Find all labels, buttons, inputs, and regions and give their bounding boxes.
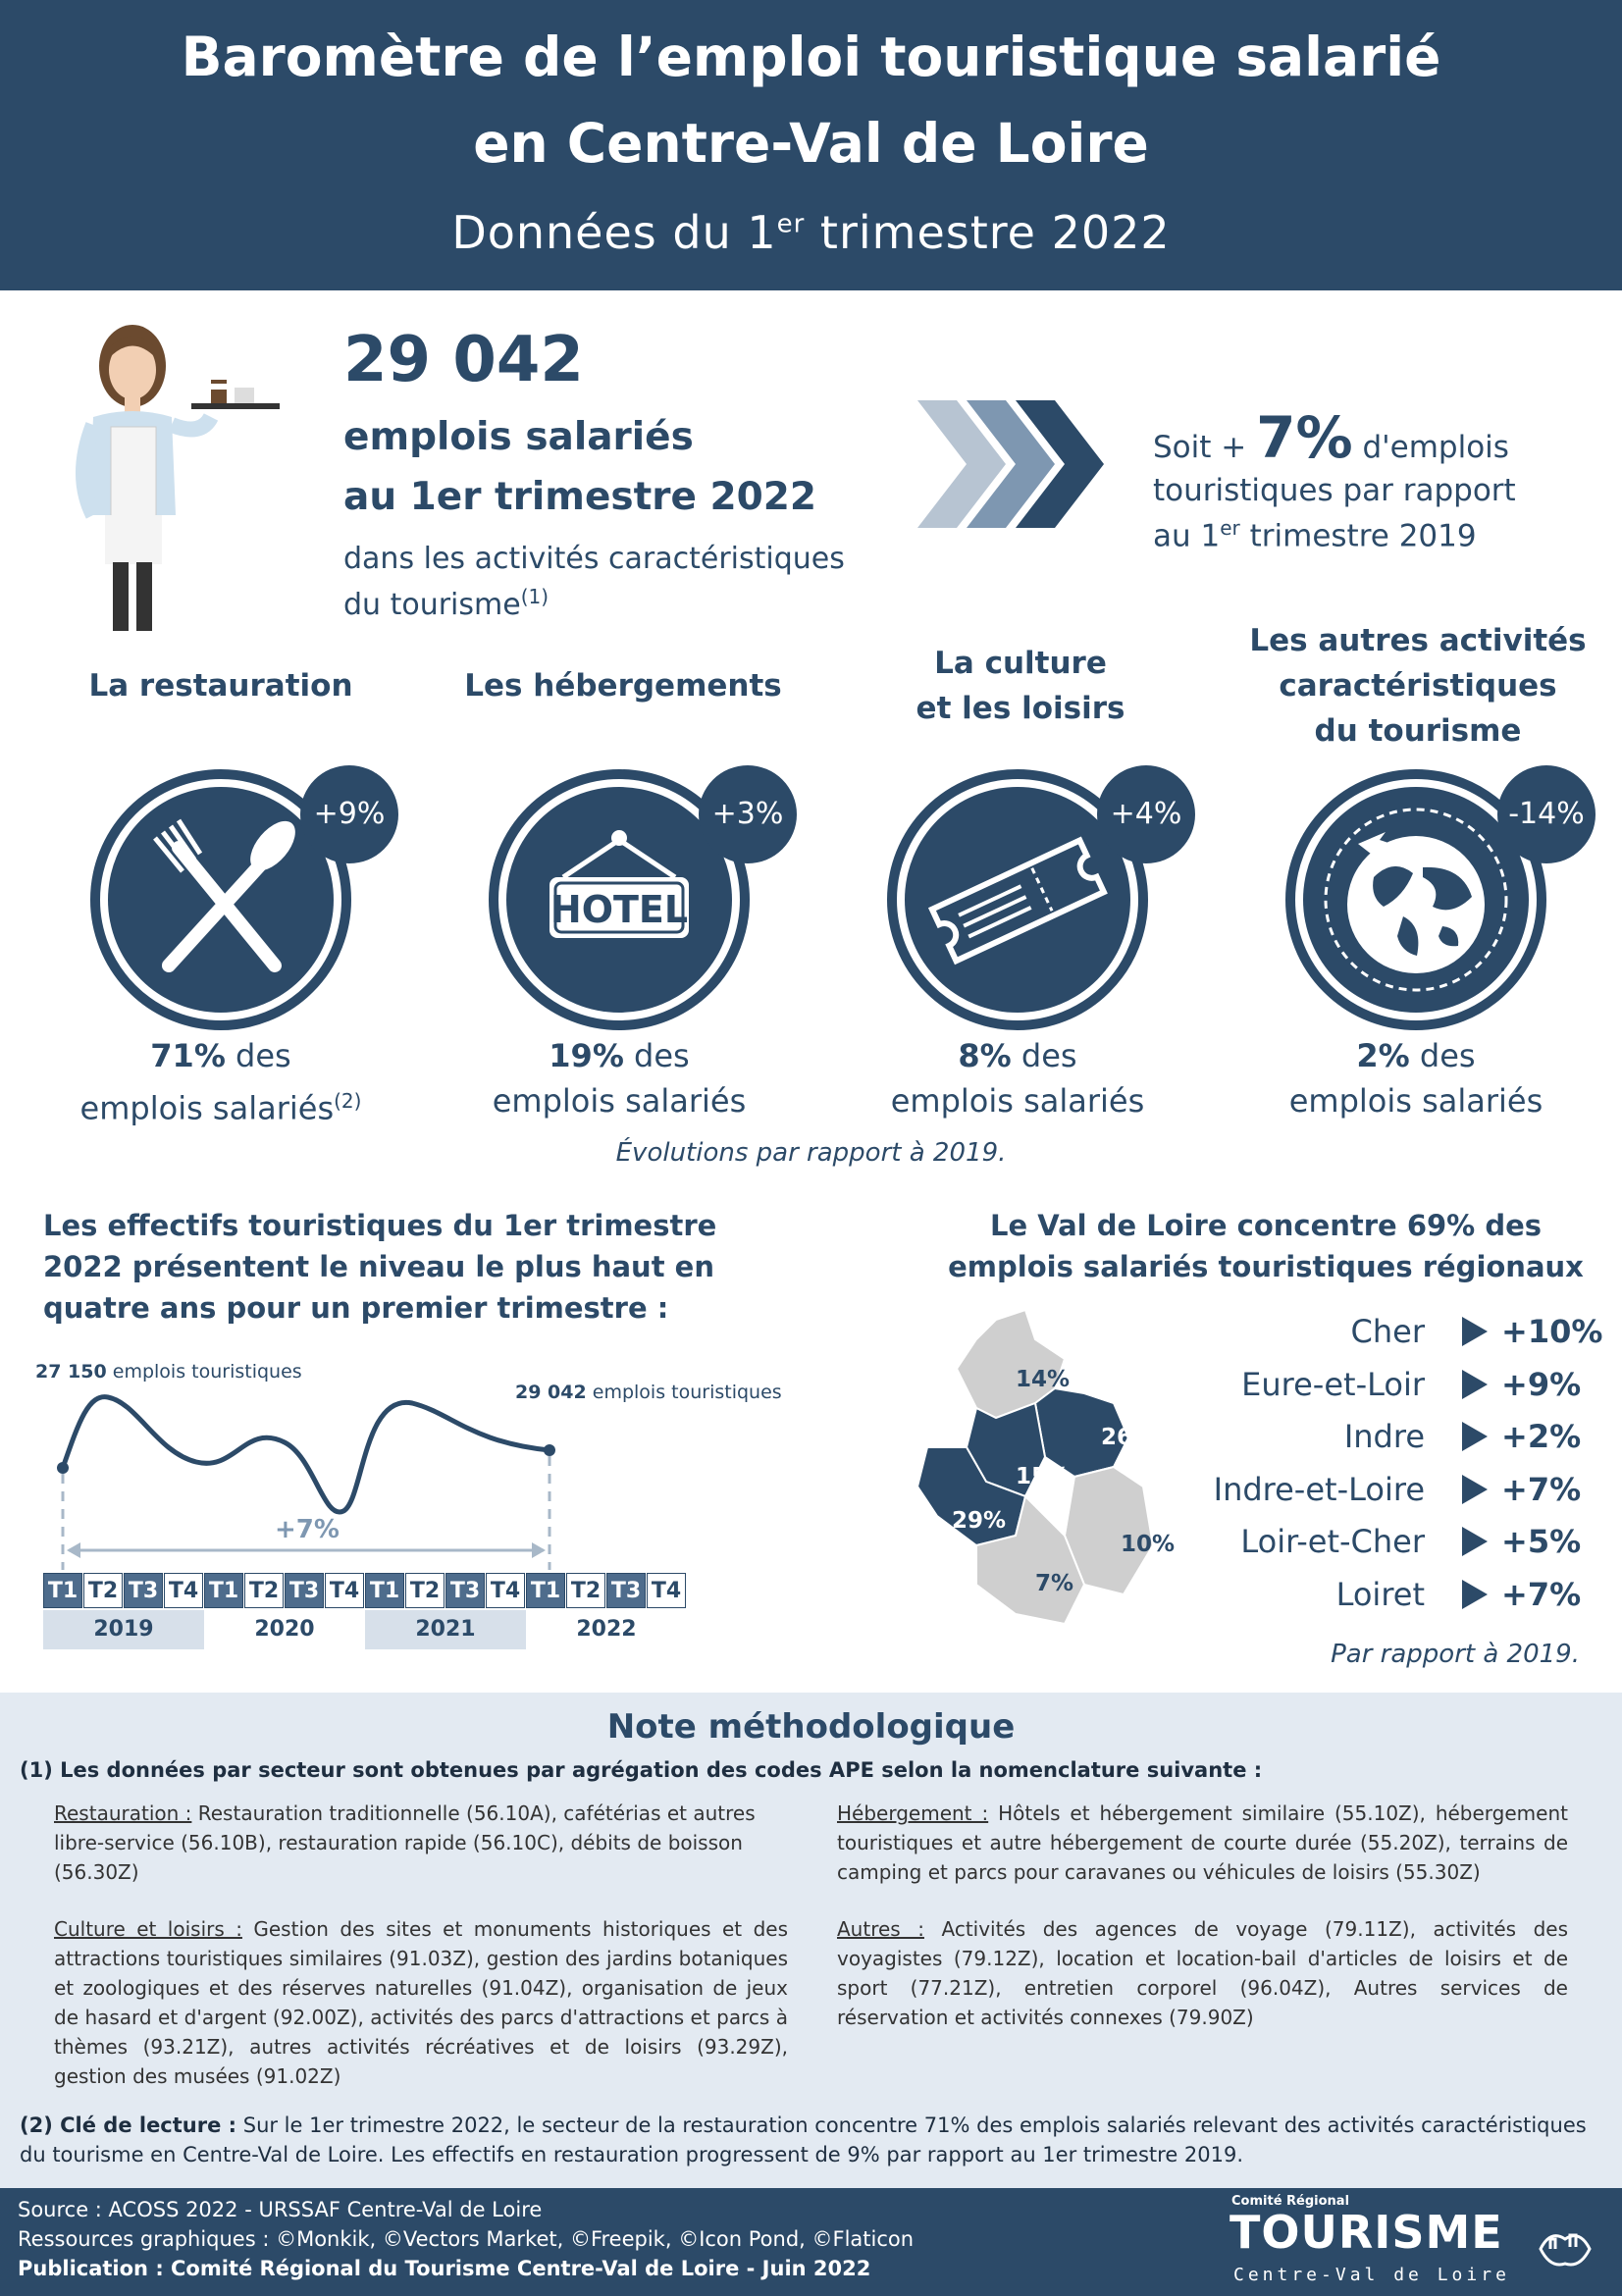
map-share-cher: 10%: [1121, 1532, 1176, 1557]
sector-evolution-hebergements: +3%: [699, 765, 797, 863]
trend-evolution: +7%: [275, 1515, 340, 1544]
method-autres: Autres : Activités des agences de voyage (79.11Z), activités des voyagistes (79.12Z), location et location-bail d'articles de loisirs et de sport (77.21Z), entretien corporel (96.04Z), Autres services de réservation et activités connexes (79.90Z): [837, 1917, 1568, 2029]
sector-title-restauration: La restauration: [88, 668, 353, 704]
evolution-line2: touristiques par rapport: [1153, 473, 1516, 508]
quarter-cell: T1: [204, 1573, 243, 1608]
sectors-note: Évolutions par rapport à 2019.: [615, 1138, 1007, 1168]
play-arrow-icon: [1462, 1475, 1488, 1504]
method-restauration: Restauration : Restauration traditionnelle (56.10A), cafétérias et autres libre-service (56.10B), restauration rapide (56.10C), débits de boisson (56.30Z): [54, 1801, 756, 1884]
year-label: 2022: [576, 1617, 637, 1642]
quarter-cell: T4: [164, 1573, 203, 1608]
waitress-illustration: [54, 319, 289, 633]
evolution-line3: au 1er trimestre 2019: [1153, 516, 1477, 554]
footer-resources: Ressources graphiques : ©Monkik, ©Vectors Market, ©Freepik, ©Icon Pond, ©Flaticon: [18, 2227, 915, 2251]
map-share-eure-et-loir: 14%: [1016, 1367, 1071, 1392]
dept-row-indre: Indre +2%: [1343, 1418, 1582, 1455]
trend-end-point: [544, 1444, 555, 1456]
dept-row-loiret: Loiret +7%: [1335, 1576, 1582, 1613]
sector-evolution-culture: +4%: [1097, 765, 1195, 863]
headline-label-line2: au 1er trimestre 2022: [343, 475, 817, 519]
quarter-cell: T4: [486, 1573, 525, 1608]
dept-row-loir-et-cher: Loir-et-Cher +5%: [1240, 1523, 1582, 1560]
chevrons-icon: [917, 400, 1104, 528]
play-arrow-icon: [1462, 1370, 1488, 1399]
quarter-cell: T1: [365, 1573, 404, 1608]
dept-row-eure-et-loir: Eure-et-Loir +9%: [1241, 1366, 1582, 1403]
quarter-cell: T2: [83, 1573, 123, 1608]
logo-bottom-text: Centre-Val de Loire: [1233, 2265, 1510, 2285]
logo-top-text: Comité Régional: [1231, 2194, 1350, 2209]
sector-title-culture: La culture et les loisirs: [916, 646, 1125, 726]
map-note: Par rapport à 2019.: [1331, 1640, 1580, 1669]
quarter-cell: T2: [405, 1573, 445, 1608]
page-title-line2: en Centre-Val de Loire: [473, 112, 1149, 175]
method-title: Note méthodologique: [606, 1707, 1016, 1747]
method-section: [0, 1693, 1622, 2188]
method-intro: (1) Les données par secteur sont obtenues par agrégation des codes APE selon la nomenclature suivante :: [20, 1758, 1263, 1782]
quarter-cell: T3: [124, 1573, 163, 1608]
quarter-cell: T4: [325, 1573, 364, 1608]
method-reading-key: (2) Clé de lecture : Sur le 1er trimestre 2022, le secteur de la restauration concentre 71% des emplois salariés relevant des activités caractéristiques du tourisme en Centre-Val de Loire. Les effectifs en restauration progressent de 9% par rapport au 1er trimestre 2019.: [20, 2113, 1587, 2166]
dept-row-cher: Cher +10%: [1350, 1313, 1603, 1350]
trend-start-label: 27 150 emplois touristiques: [35, 1361, 302, 1383]
quarter-cell: T2: [244, 1573, 284, 1608]
sector-share-hebergements: 19% des emplois salariés: [492, 1037, 747, 1120]
quarter-cell: T1: [43, 1573, 82, 1608]
page-subtitle: Données du 1er trimestre 2022: [451, 206, 1171, 259]
quarter-cell: T3: [285, 1573, 324, 1608]
footer-source: Source : ACOSS 2022 - URSSAF Centre-Val de Loire: [18, 2198, 543, 2221]
play-arrow-icon: [1462, 1422, 1488, 1451]
footer-publication: Publication : Comité Régional du Tourisme Centre-Val de Loire - Juin 2022: [18, 2257, 871, 2280]
quarter-cell: T1: [526, 1573, 565, 1608]
headline-number: 29 042: [343, 324, 584, 396]
sector-title-hebergements: Les hébergements: [464, 668, 782, 704]
headline-label-line1: emplois salariés: [343, 415, 694, 459]
play-arrow-icon: [1462, 1317, 1488, 1346]
method-culture: Culture et loisirs : Gestion des sites et monuments historiques et des attractions touristiques similaires (91.03Z), gestion des jardins botaniques et zoologiques et des réserves naturelles (91.04Z), organisation de jeux de hasard et d'argent (92.00Z), activités des parcs d'attractions et parcs à thèmes (93.21Z), autres activités récréatives et de loisirs (93.29Z), gestion des musées (91.02Z): [54, 1917, 789, 2088]
svg-text:HOTEL: HOTEL: [549, 888, 689, 931]
castle-logo-icon: [1531, 2210, 1599, 2278]
quarter-cell: T2: [566, 1573, 605, 1608]
evolution-line1: Soit + 7% d'emplois: [1153, 404, 1509, 471]
sector-share-culture: 8% des emplois salariés: [890, 1037, 1145, 1120]
quarter-cell: T3: [445, 1573, 485, 1608]
sector-title-autres: Les autres activités caractéristiques du tourisme: [1249, 623, 1587, 749]
quarter-cell: T4: [647, 1573, 686, 1608]
trend-title: Les effectifs touristiques du 1er trimestre 2022 présentent le niveau le plus haut en quatre ans pour un premier trimestre :: [43, 1209, 717, 1325]
map-share-indre-et-loire: 29%: [952, 1508, 1007, 1534]
sector-share-restauration: 71% des emplois salariés$^{(2)}$: [79, 1037, 362, 1127]
logo-main-text: TOURISME: [1230, 2206, 1503, 2259]
trend-line: [63, 1397, 549, 1512]
quarter-cell: T3: [606, 1573, 646, 1608]
map-share-indre: 7%: [1035, 1571, 1074, 1596]
page-footer: [0, 2188, 1622, 2296]
page-title-line1: Baromètre de l’emploi touristique salarié: [181, 26, 1441, 88]
headline-desc-line1: dans les activités caractéristiques: [343, 542, 845, 576]
map-title: Le Val de Loire concentre 69% des emplois salariés touristiques régionaux: [948, 1209, 1584, 1283]
headline-desc-line2: du tourisme$^{(1)}$: [343, 585, 549, 622]
map-share-loir-et-cher: 15%: [1016, 1464, 1071, 1489]
map-share-loiret: 26%: [1101, 1425, 1156, 1450]
sector-share-autres: 2% des emplois salariés: [1288, 1037, 1544, 1120]
year-label: 2020: [254, 1617, 315, 1642]
sector-evolution-restauration: +9%: [300, 765, 398, 863]
trend-end-label: 29 042 emplois touristiques: [515, 1382, 782, 1403]
sector-evolution-autres: -14%: [1497, 765, 1596, 863]
year-label: 2021: [365, 1610, 526, 1649]
play-arrow-icon: [1462, 1527, 1488, 1556]
trend-start-point: [57, 1462, 69, 1474]
dept-row-indre-et-loire: Indre-et-Loire +7%: [1213, 1471, 1582, 1508]
page-header: [0, 0, 1622, 290]
method-hebergement: Hébergement : Hôtels et hébergement similaire (55.10Z), hébergement touristiques et autre hébergement de courte durée (55.20Z), terrains de camping et parcs pour caravanes ou véhicules de loisirs (55.30Z): [837, 1801, 1568, 1884]
play-arrow-icon: [1462, 1580, 1488, 1609]
year-label: 2019: [43, 1610, 204, 1649]
